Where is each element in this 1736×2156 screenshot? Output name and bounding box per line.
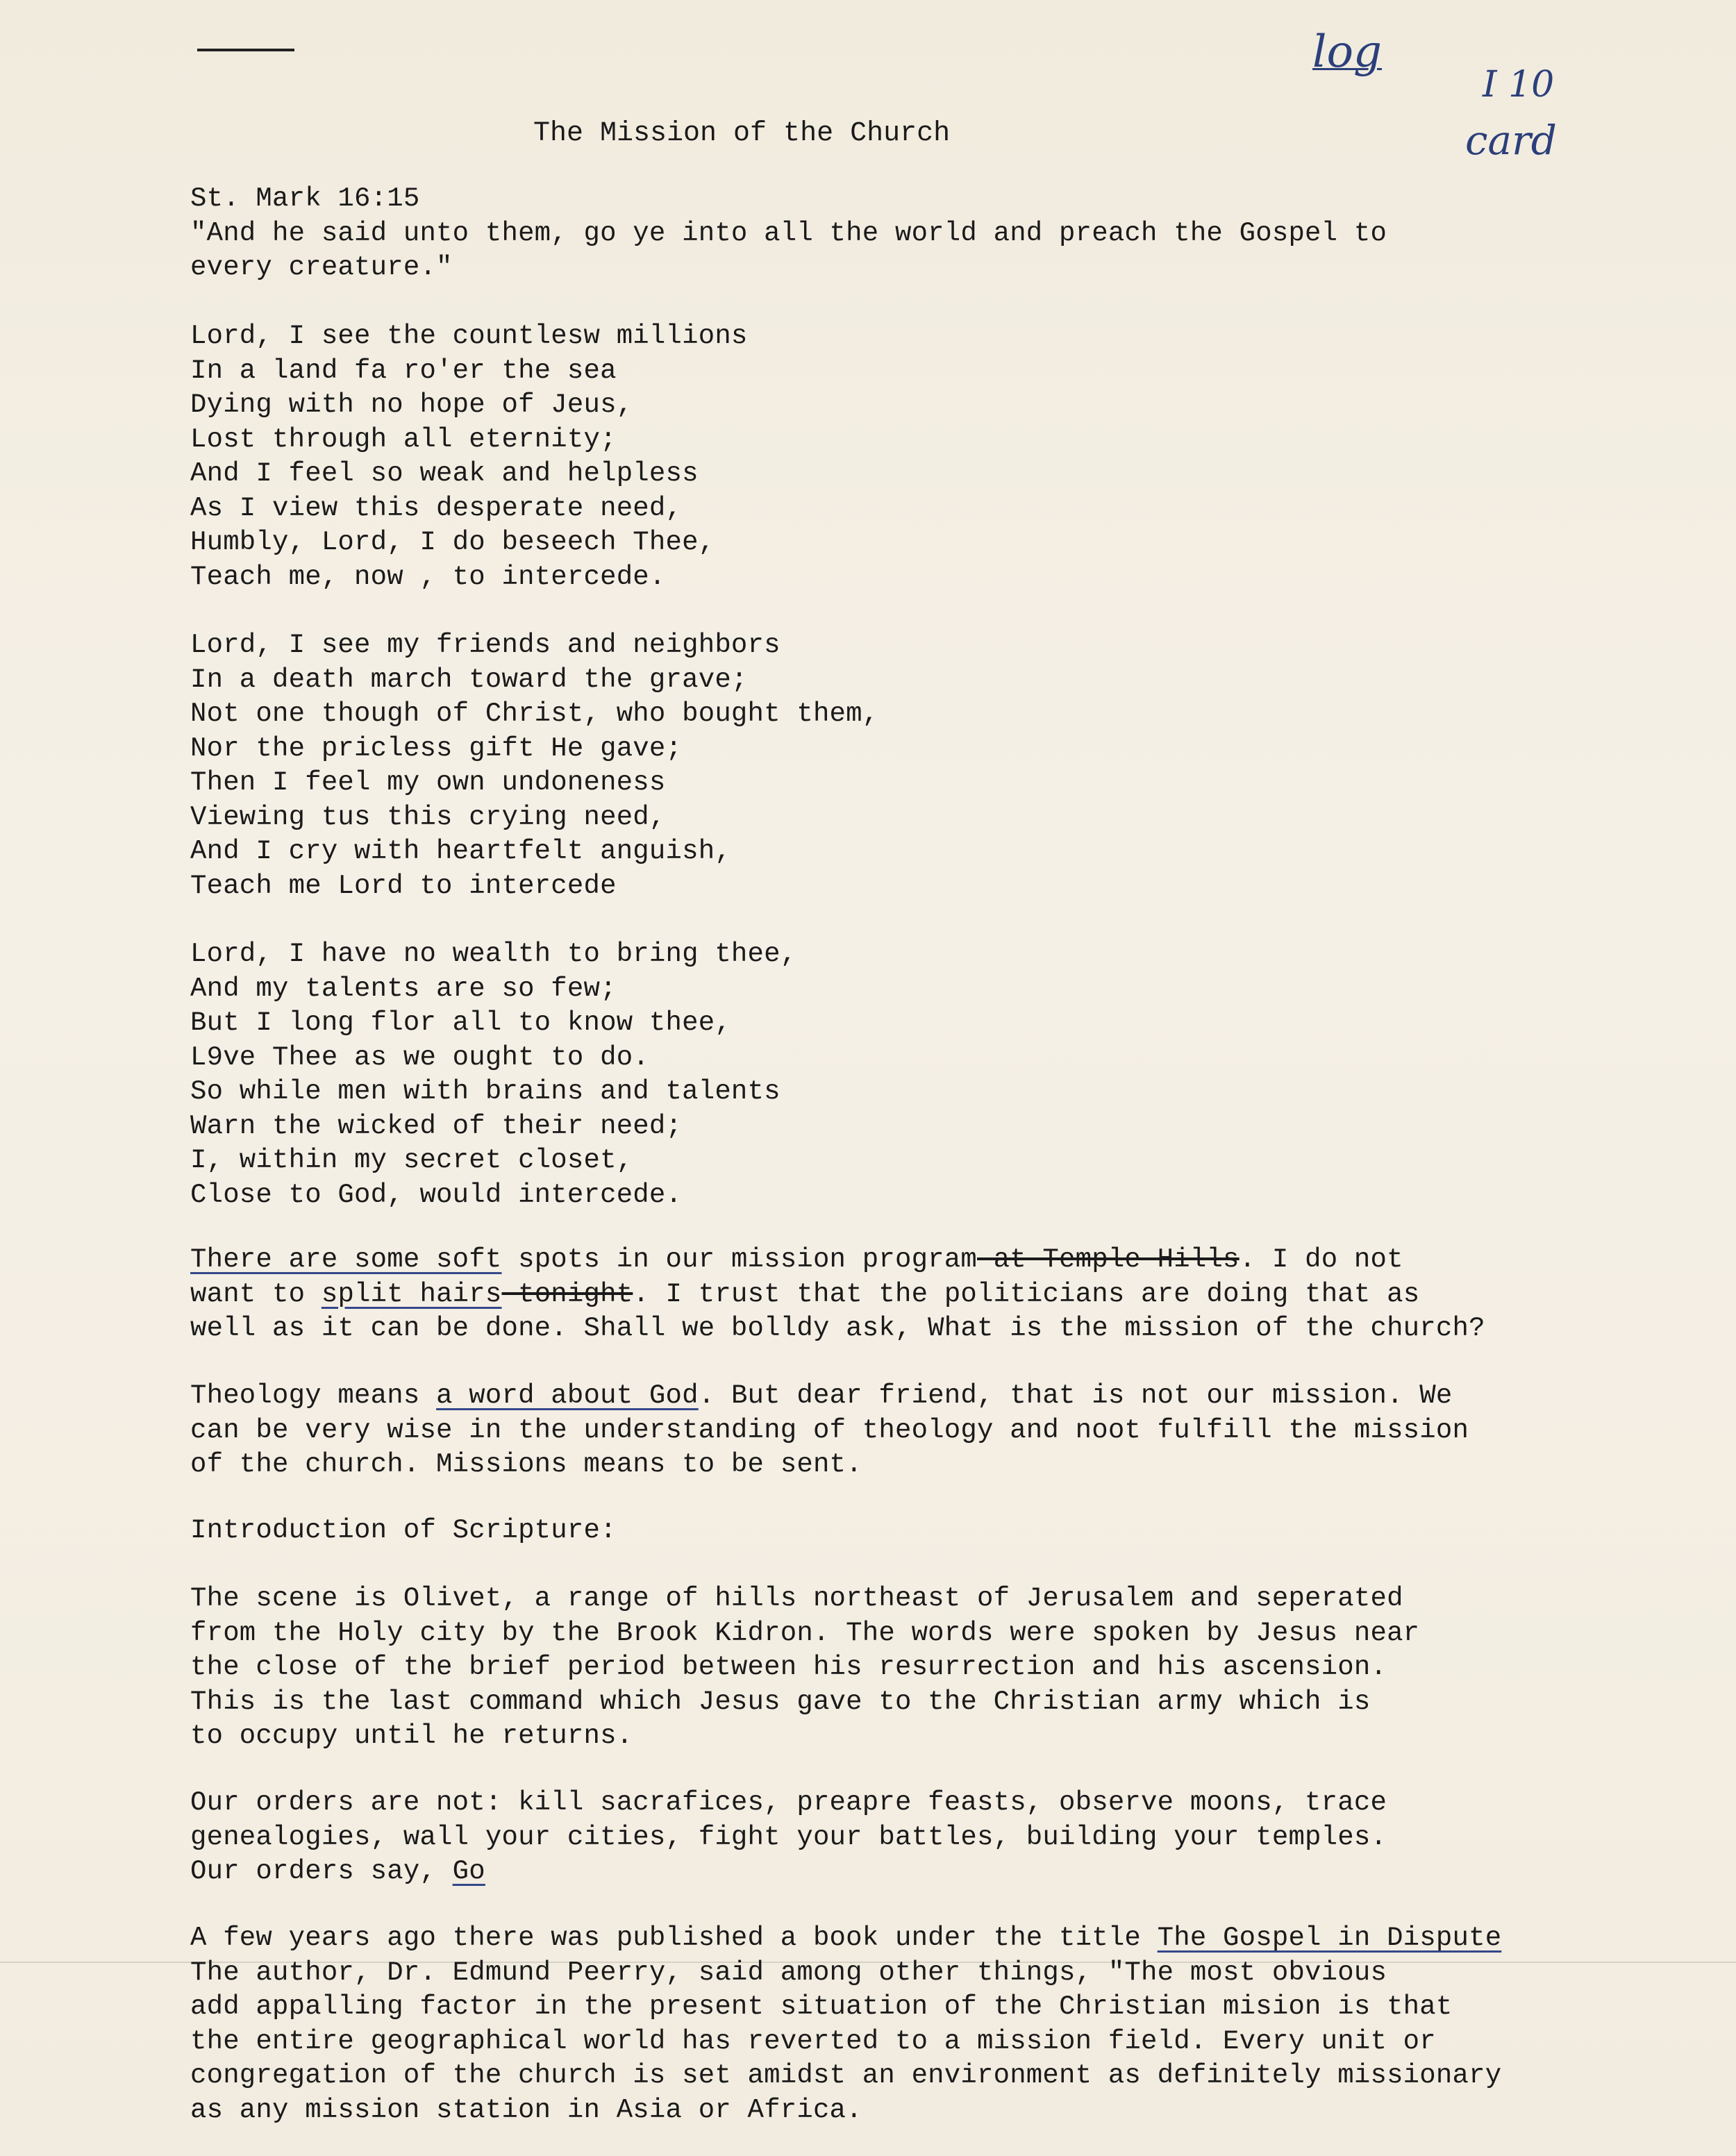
poem-line: Teach me, now , to intercede. (190, 561, 666, 592)
handwritten-card: card (1465, 117, 1557, 164)
poem-line: So while men with brains and talents (190, 1076, 781, 1107)
paragraph-book: A few years ago there was published a book under the title The Gospel in Dispute The author, Dr. Edmund Peerry, said among other things, "The most obvious add appalling factor in the present situation of the Christian mision is that the entire geographical world has reverted to a mission field. Every unit or congregation of the church is set amidst an environment as definitely missionary as any mission station in Asia or Africa. (190, 1923, 1502, 2125)
scripture-block (190, 182, 1579, 285)
handwritten-log: log (1312, 26, 1382, 78)
scripture-line: every creature." (190, 252, 453, 283)
poem-line: And I cry with heartfelt anguish, (190, 836, 731, 867)
struck-text: tonight (501, 1278, 633, 1310)
poem-line: Warn the wicked of their need; (190, 1110, 683, 1142)
document-title: The Mission of the Church (533, 118, 951, 149)
poem-line: Then I feel my own undoneness (190, 767, 666, 798)
poem-line: Teach me Lord to intercede (190, 870, 617, 901)
section-heading: Introduction of Scripture: (190, 1515, 617, 1546)
poem-line: I, within my secret closet, (190, 1145, 633, 1176)
handwritten-i10: I 10 (1483, 64, 1555, 106)
poem-line: Viewing tus this crying need, (190, 801, 666, 833)
poem-stanza-1 (190, 319, 1579, 594)
poem-line: Lost through all eternity; (190, 424, 617, 455)
underlined-phrase: Go (452, 1856, 485, 1887)
poem-stanza-3 (190, 937, 1579, 1212)
poem-line: And I feel so weak and helpless (190, 458, 699, 489)
poem-line: But I long flor all to know thee, (190, 1008, 731, 1038)
poem-line: Close to God, would intercede. (190, 1179, 683, 1210)
paragraph-soft-spots: There are some soft spots in our mission program at Temple Hills. I do not want to split hairs tonight. I trust that the politicians are doing that as well as it can be done. Shall we bolldy ask, What is the mission of the church? (190, 1244, 1485, 1344)
paragraph-scene: The scene is Olivet, a range of hills northeast of Jerusalem and seperated from the Holy city by the Brook Kidron. The words were spoken by Jesus near the close of the brief period between his resurrection and his ascension. This is the last command which Jesus gave to the Christian army which is to occupy until he returns. (190, 1583, 1420, 1751)
underlined-phrase: There are some soft (190, 1244, 502, 1275)
underlined-phrase: split hairs (321, 1278, 502, 1310)
poem-line: Lord, I see my friends and neighbors (190, 630, 781, 660)
poem-line: Not one though of Christ, who bought them, (190, 699, 879, 729)
scripture-ref: St. Mark 16:15 (190, 183, 420, 214)
poem-line: L9ve Thee as we ought to do. (190, 1042, 649, 1073)
underlined-phrase: a word about God (436, 1380, 699, 1411)
poem-stanza-2 (190, 628, 1579, 903)
top-dash-mark (197, 49, 294, 51)
intro-heading-block (190, 1514, 1579, 1548)
poem-line: In a land fa ro'er the sea (190, 355, 617, 386)
scripture-line: "And he said unto them, go ye into all the world and preach the Gospel to (190, 217, 1387, 249)
poem-line: In a death march toward the grave; (190, 664, 748, 695)
struck-text: at Temple Hills (977, 1244, 1240, 1275)
paragraph-orders: Our orders are not: kill sacrafices, preapre feasts, observe moons, trace genealogies, wall your cities, fight your battles, building your temples. Our orders say, Go (190, 1787, 1387, 1887)
poem-line: And my talents are so few; (190, 973, 617, 1004)
poem-line: Nor the pricless gift He gave; (190, 733, 683, 764)
poem-line: Dying with no hope of Jeus, (190, 390, 633, 420)
poem-line: As I view this desperate need, (190, 492, 683, 524)
underlined-book-title: The Gospel in Dispute (1157, 1923, 1502, 1953)
poem-line: Lord, I see the countlesw millions (190, 321, 748, 351)
poem-line: Humbly, Lord, I do beseech Thee, (190, 527, 715, 558)
poem-line: Lord, I have no wealth to bring thee, (190, 939, 797, 969)
paragraph-theology: Theology means a word about God. But dear friend, that is not our mission. We can be very wise in the understanding of theology and noot fulfill the mission of the church. Missions means to be sent. (190, 1380, 1469, 1480)
